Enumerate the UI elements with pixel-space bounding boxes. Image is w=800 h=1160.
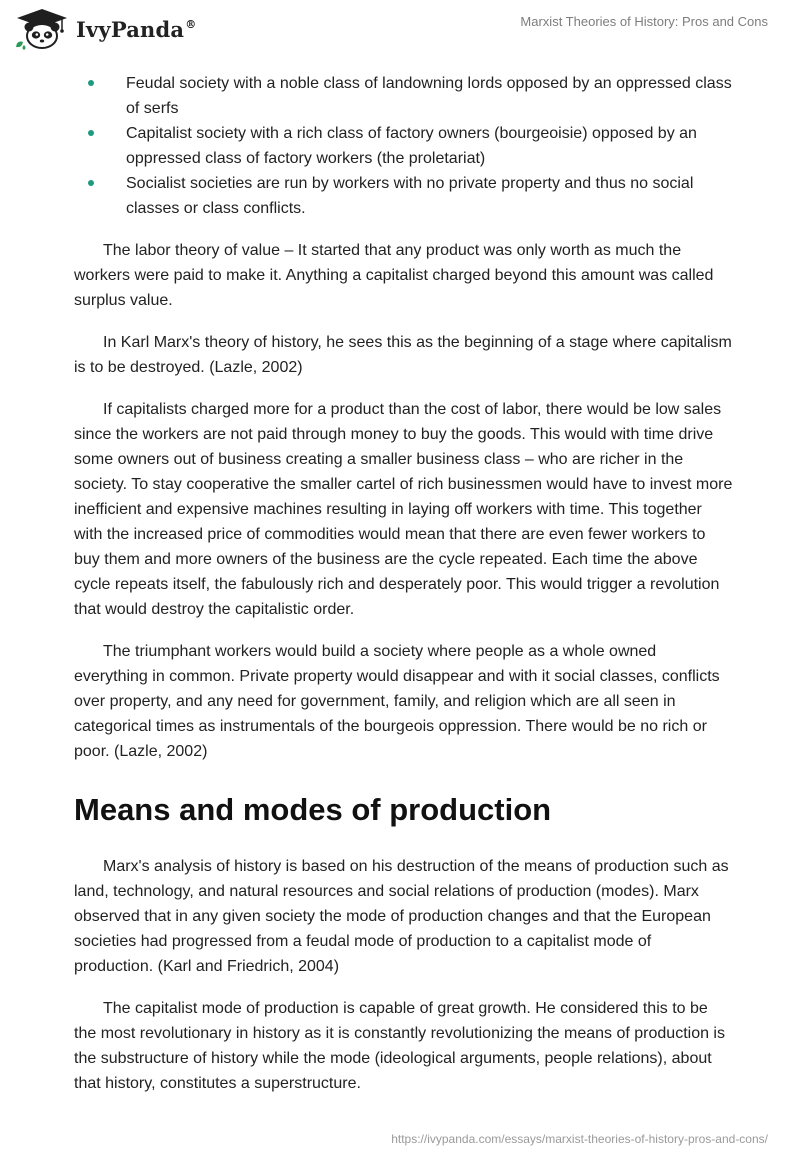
brand-logo[interactable] — [15, 8, 196, 50]
document-title: Marxist Theories of History: Pros and Cons — [520, 14, 768, 29]
paragraph-capitalist-cycle: If capitalists charged more for a product than the cost of labor, there would be low sales since the workers are not paid through money to buy the goods. This would with time drive some owners out of business creating a smaller business class – who are richer in the society. To stay cooperative the smaller cartel of rich businessmen would have to invest more inefficient and expensive machines resulting in laying off workers with time. This together with the increased price of commodities would mean that there are even fewer workers to buy them and more owners of the business are the cycle repeated. Each time the above cycle repeats itself, the fabulously rich and desperately poor. This would trigger a revolution that would destroy the capitalistic order. — [74, 401, 733, 618]
list-item: Capitalist society with a rich class of factory owners (bourgeoisie) opposed by an oppressed class of factory workers (the proletariat) — [74, 121, 734, 171]
paragraph-labor-theory: The labor theory of value – It started that any product was only worth as much the workers were paid to make it. Anything a capitalist charged beyond this amount was called surplus value. — [74, 242, 714, 309]
panda-graduate-logo-icon — [15, 8, 69, 50]
brand-name: IvyPanda® — [76, 16, 197, 42]
paragraph-capitalist-mode: The capitalist mode of production is capable of great growth. He considered this to be the most revolutionary in history as it is constantly revolutionizing the means of production is the substructure of history while the mode (ideological arguments, people relations), about that history, constitutes a superstructure. — [74, 1000, 725, 1092]
registered-mark: ® — [185, 17, 197, 31]
list-item: Feudal society with a noble class of landowning lords opposed by an oppressed class of serfs — [74, 71, 734, 121]
list-item: Socialist societies are run by workers with no private property and thus no social classes or class conflicts. — [74, 171, 734, 221]
source-url[interactable]: https://ivypanda.com/essays/marxist-theories-of-history-pros-and-cons/ — [391, 1132, 768, 1146]
society-types-list — [74, 71, 734, 221]
paragraph-marx-theory: In Karl Marx's theory of history, he sees this as the beginning of a stage where capitalism is to be destroyed. (Lazle, 2002) — [74, 334, 732, 376]
page-header — [0, 0, 800, 70]
section-heading: Means and modes of production — [74, 792, 552, 827]
essay-content — [74, 71, 734, 1096]
paragraph-triumphant-workers: The triumphant workers would build a society where people as a whole owned everything in common. Private property would disappear and with it social classes, conflicts over property, and any need for government, family, and religion which are all seen in categorical times as instrumentals of the bourgeois oppression. There would be no rich or poor. (Lazle, 2002) — [74, 643, 720, 760]
paragraph-marx-analysis: Marx's analysis of history is based on his destruction of the means of production such as land, technology, and natural resources and social relations of production (modes). Marx observed that in any given society the mode of production changes and that the European societies had progressed from a feudal mode of production to a capitalist mode of production. (Karl and Friedrich, 2004) — [74, 858, 729, 975]
